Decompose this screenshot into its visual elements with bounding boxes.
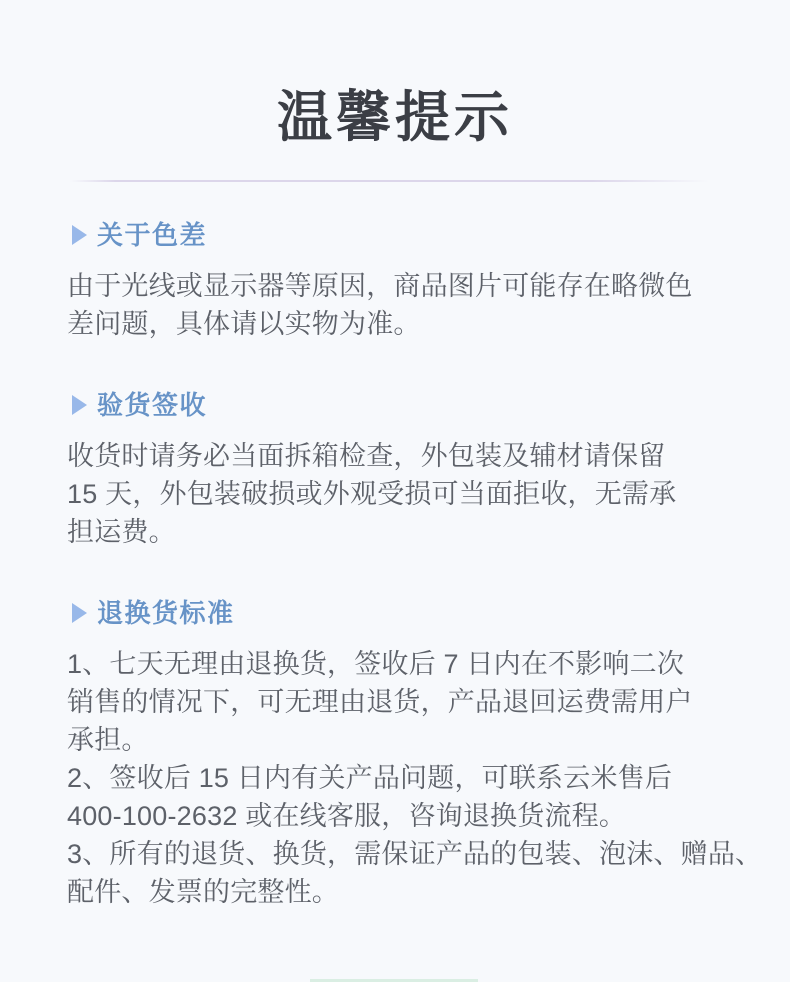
body-line: 15 天，外包装破损或外观受损可当面拒收，无需承 <box>67 479 677 509</box>
body-line: 配件、发票的完整性。 <box>67 877 339 907</box>
body-line: 2、签收后 15 日内有关产品问题，可联系云米售后 <box>67 763 673 793</box>
section-heading <box>0 600 790 626</box>
body-line: 由于光线或显示器等原因，商品图片可能存在略微色 <box>67 271 693 301</box>
triangle-bullet-icon <box>72 603 87 623</box>
section-color-difference <box>0 222 790 343</box>
section-heading-label: 关于色差 <box>97 220 208 250</box>
section-heading <box>0 222 790 248</box>
body-line: 差问题，具体请以实物为准。 <box>67 309 421 339</box>
body-line: 担运费。 <box>67 517 176 547</box>
triangle-bullet-icon <box>72 225 87 245</box>
section-heading <box>0 392 790 418</box>
body-line: 400-100-2632 或在线客服，咨询退换货流程。 <box>67 801 627 831</box>
section-heading-label: 验货签收 <box>97 390 208 420</box>
body-line: 1、七天无理由退换货，签收后 7 日内在不影响二次 <box>67 649 685 679</box>
body-line: 销售的情况下，可无理由退货，产品退回运费需用户 <box>67 687 693 717</box>
triangle-bullet-icon <box>72 395 87 415</box>
body-line: 收货时请务必当面拆箱检查，外包装及辅材请保留 <box>67 441 666 471</box>
section-heading-label: 退换货标准 <box>97 598 235 628</box>
section-body <box>67 645 790 911</box>
body-line: 3、所有的退货、换货，需保证产品的包装、泡沫、赠品、 <box>67 839 763 869</box>
section-body <box>67 267 790 343</box>
body-line: 承担。 <box>67 725 149 755</box>
section-body <box>67 437 790 551</box>
section-inspection-sign <box>0 392 790 551</box>
section-return-exchange-standard <box>0 600 790 911</box>
title-divider <box>70 180 722 182</box>
page-title: 温馨提示 <box>276 86 513 148</box>
